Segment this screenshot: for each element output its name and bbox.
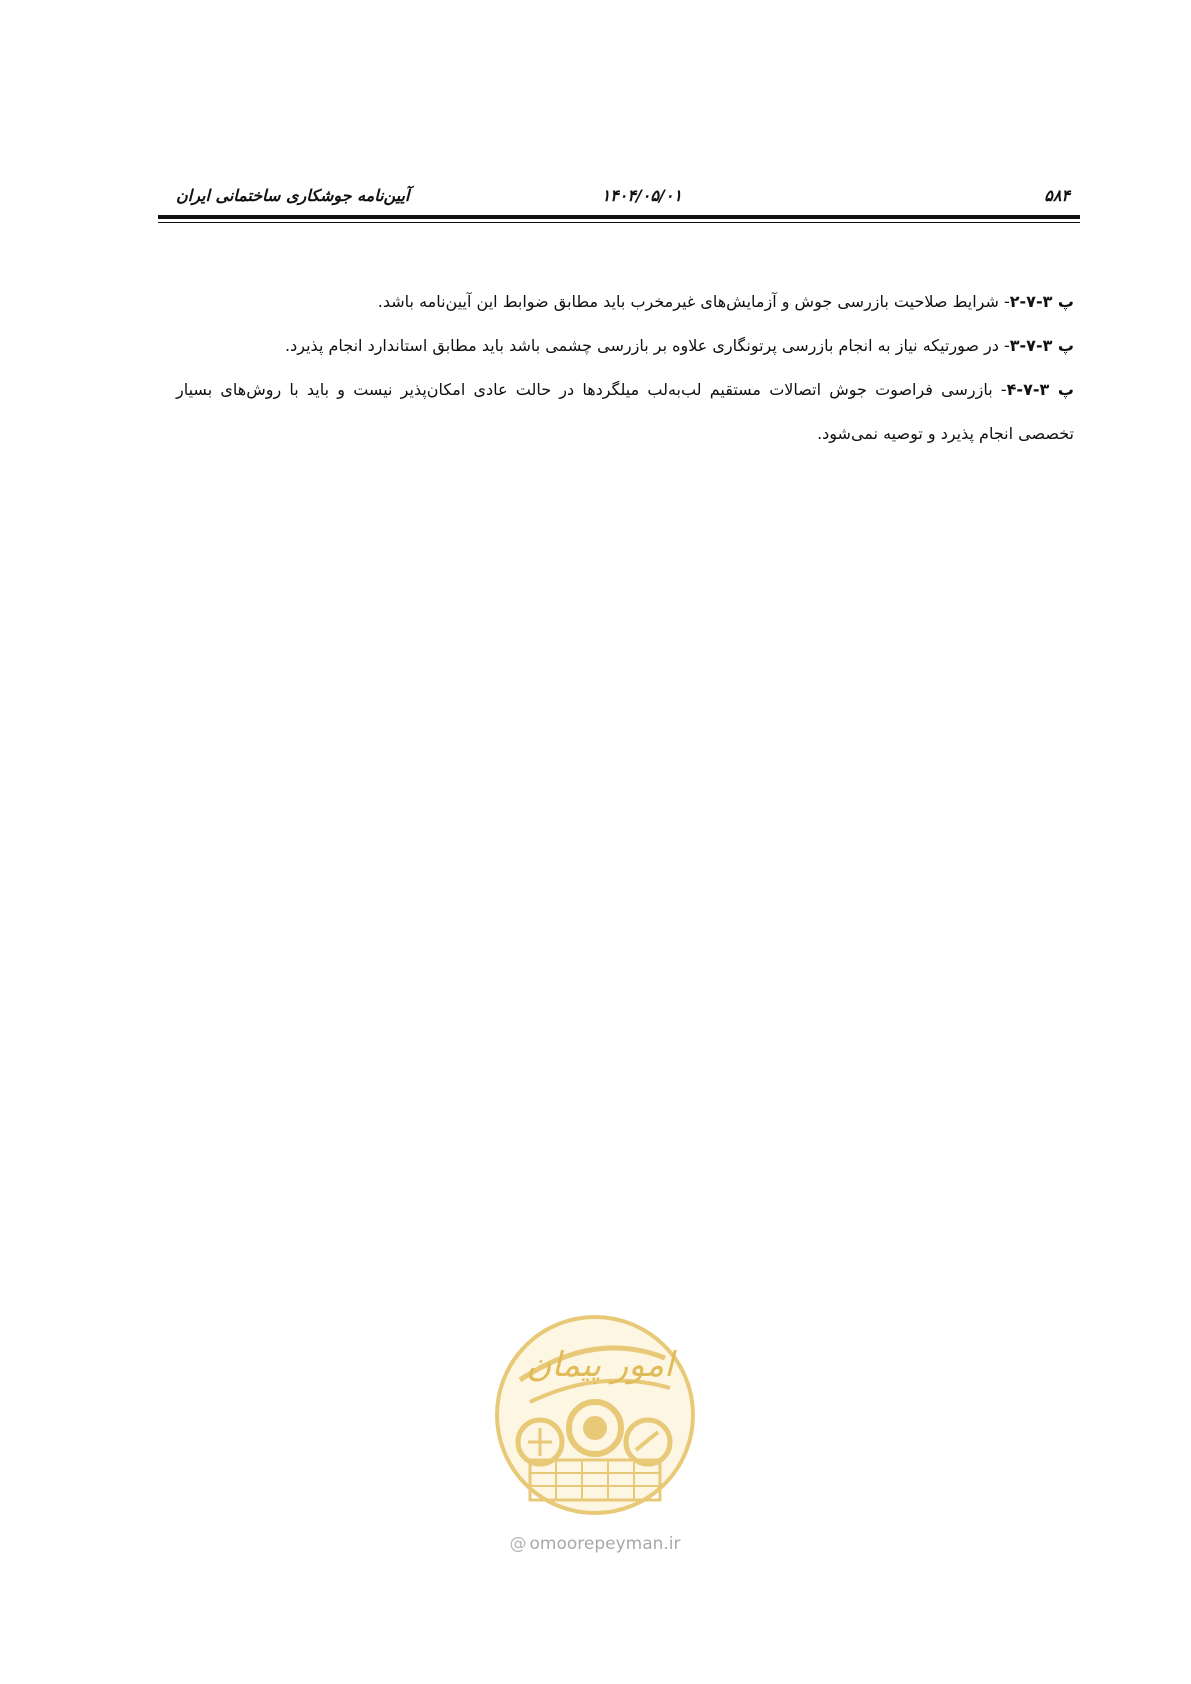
page-header bbox=[158, 182, 1080, 214]
paragraph bbox=[176, 280, 1074, 324]
watermark-site bbox=[480, 1534, 710, 1554]
header-date: ۱۴۰۴/۰۵/۰۱ bbox=[601, 186, 682, 205]
watermark-logo bbox=[490, 1310, 700, 1520]
clause-text: - شرایط صلاحیت بازرسی جوش و آزمایش‌های غیرمخرب باید مطابق ضوابط این آیین‌نامه باشد. bbox=[377, 292, 1010, 311]
logo-text: امور پیمان bbox=[526, 1345, 674, 1385]
body-text bbox=[176, 280, 1074, 456]
clause-text: - بازرسی فراصوت جوش اتصالات مستقیم لب‌به‌لب میلگردها در حالت عادی امکان‌پذیر نیست و باید با روش‌های بسیار تخصصی انجام پذیرد و توصیه نمی‌شود. bbox=[176, 380, 1074, 443]
paragraph bbox=[176, 324, 1074, 368]
page-number: ۵۸۴ bbox=[1044, 186, 1070, 205]
at-sign-icon: @ bbox=[509, 1534, 527, 1554]
site-url: omoorepeyman.ir bbox=[529, 1534, 681, 1554]
clause-number: پ ۳-۷-۳ bbox=[1009, 336, 1074, 355]
clause-number: پ ۳-۷-۴ bbox=[1006, 380, 1074, 399]
clause-text: - در صورتیکه نیاز به انجام بازرسی پرتونگاری علاوه بر بازرسی چشمی باشد باید مطابق استاندارد انجام پذیرد. bbox=[285, 336, 1010, 355]
clause-number: پ ۳-۷-۲ bbox=[1009, 292, 1074, 311]
header-rule-thin bbox=[158, 222, 1080, 223]
header-title: آیین‌نامه جوشکاری ساختمانی ایران bbox=[176, 186, 410, 205]
header-rule-thick bbox=[158, 215, 1080, 219]
watermark-seal-icon bbox=[490, 1310, 700, 1520]
paragraph bbox=[176, 368, 1074, 456]
